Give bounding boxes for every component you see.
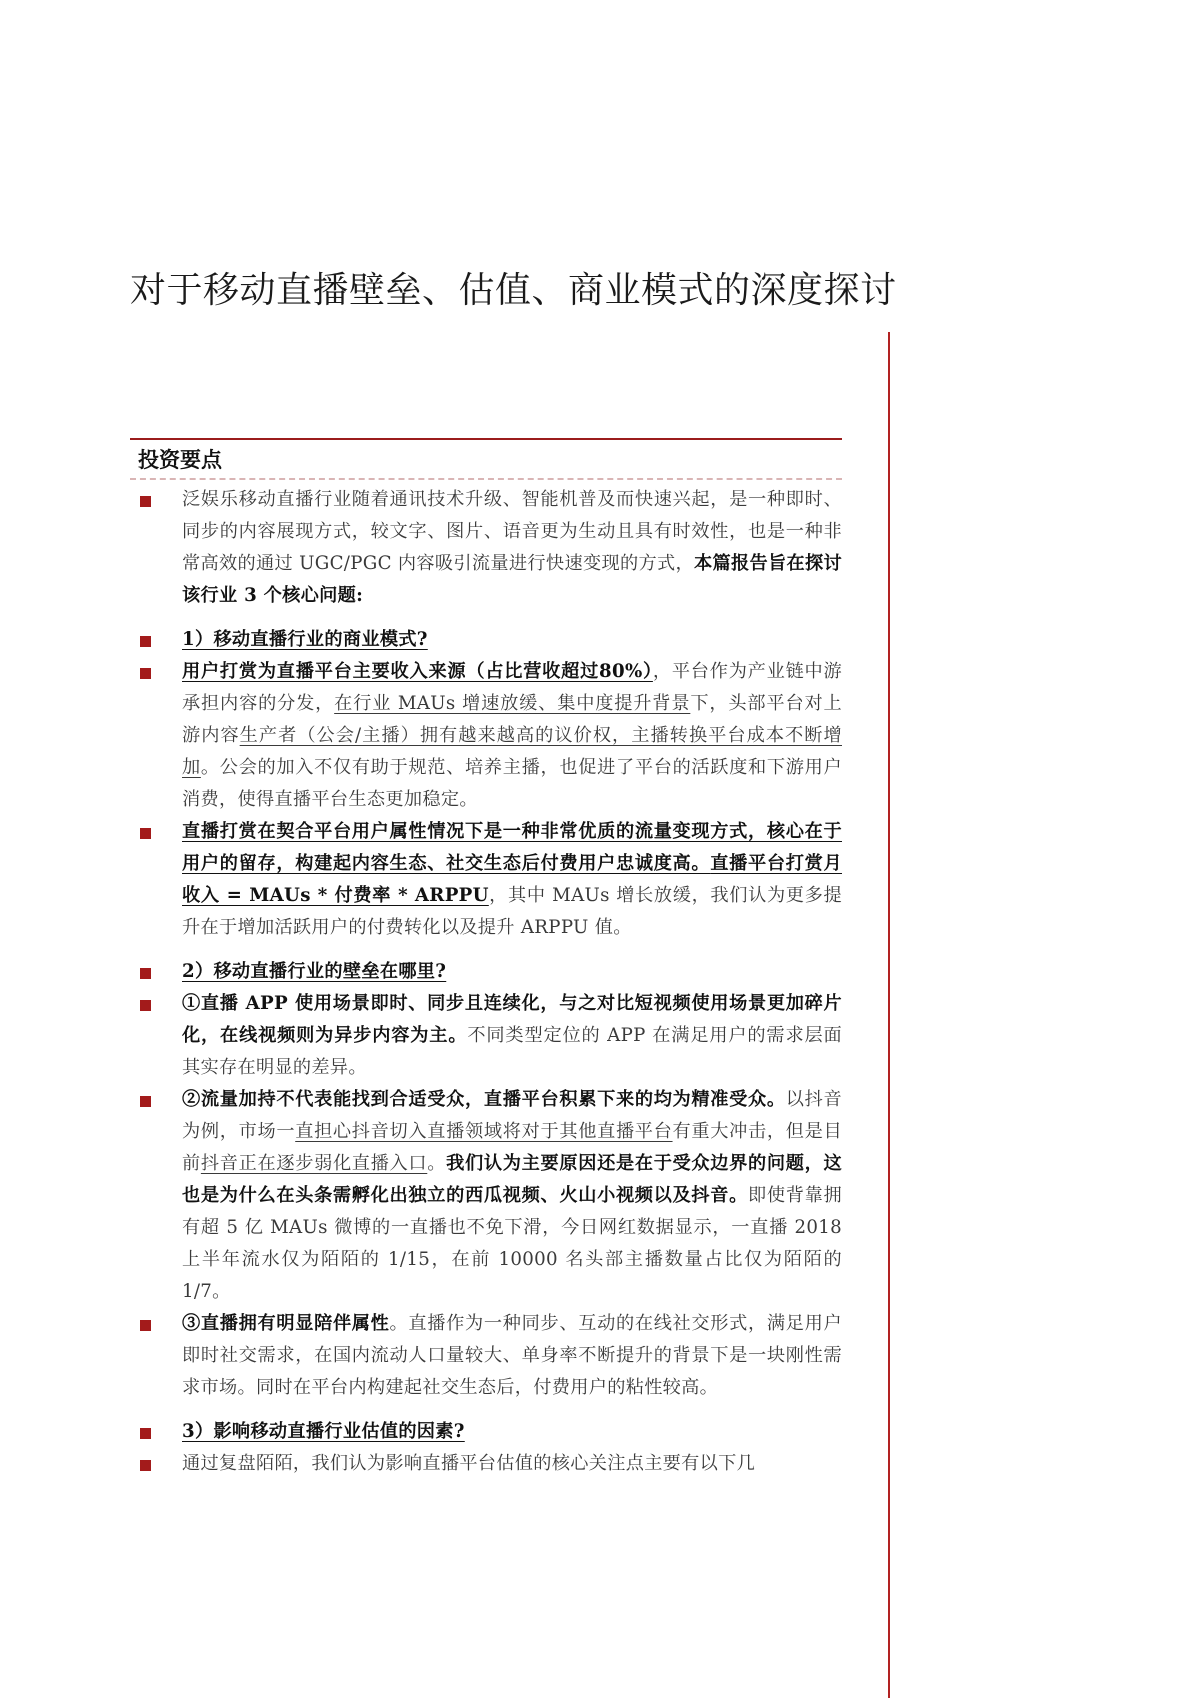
item-text: 下，头部平台对上游内容 <box>182 693 842 746</box>
item-text: 通过复盘陌陌，我们认为影响直播平台估值的核心关注点主要有以下几 <box>182 1453 756 1474</box>
square-bullet-icon <box>140 1428 151 1439</box>
list-item <box>130 656 842 816</box>
item-bold-text: 直播平台打赏月收入 = MAUs * 付费率 * ARPPU <box>182 853 842 906</box>
square-bullet-icon <box>140 828 151 839</box>
question-heading: 3）影响移动直播行业估值的因素? <box>182 1421 465 1442</box>
item-text: ，其中 MAUs 增长放缓，我们认为更多提升在于增加活跃用户的付费转化以及提升 ARPPU 值。 <box>182 885 842 938</box>
item-bold-text: ①直播 APP 使用场景即时、同步且连续化，与之对比短视频使用场景更加碎片化，在线视频则为异步内容为主。 <box>182 993 842 1046</box>
investment-highlights-section <box>130 438 842 1480</box>
square-bullet-icon <box>140 496 151 507</box>
item-text: 即使背靠拥有超 5 亿 MAUs 微博的一直播也不免下滑，今日网红数据显示，一直播 2018 上半年流水仅为陌陌的 1/15，在前 10000 名头部主播数量占比仅为陌陌的 1/7。 <box>182 1185 842 1302</box>
item-bold-text: 我们认为主要原因还是在于受众边界的问题，这也是为什么在头条需孵化出独立的西瓜视频、火山小视频以及抖音。 <box>182 1153 842 1206</box>
sidebar-divider <box>888 332 890 1698</box>
list-item <box>130 816 842 944</box>
item-text: 有重大冲击，但是目前 <box>182 1121 842 1174</box>
list-item <box>130 988 842 1084</box>
item-bold-text: 用户打赏为直播平台主要收入来源（占比营收超过80%） <box>182 661 653 682</box>
square-bullet-icon <box>140 636 151 647</box>
report-title: 对于移动直播壁垒、估值、商业模式的深度探讨 <box>130 270 897 311</box>
bullet-list <box>130 484 842 1480</box>
item-underlined-text: 生产者（公会/主播）拥有越来越高的议价权，主播转换平台成本不断增加 <box>182 725 842 778</box>
square-bullet-icon <box>140 1096 151 1107</box>
list-item <box>130 1084 842 1308</box>
item-underlined-text: 在行业 MAUs 增速放缓、集中度提升背景 <box>334 693 691 714</box>
square-bullet-icon <box>140 1000 151 1011</box>
list-item <box>130 1448 842 1480</box>
item-text: 。 <box>427 1153 447 1174</box>
list-item <box>130 1308 842 1404</box>
item-text: ，平台作为产业链中游承担内容的分发， <box>182 661 842 714</box>
section-heading: 投资要点 <box>138 447 222 472</box>
item-text: 以抖音为例，市场一 <box>182 1089 842 1142</box>
section-dashed-rule <box>130 478 842 480</box>
item-bold-text: 本篇报告旨在探讨该行业 3 个核心问题: <box>182 553 843 606</box>
list-item <box>130 484 842 612</box>
item-text: 泛娱乐移动直播行业随着通讯技术升级、智能机普及而快速兴起，是一种即时、同步的内容展现方式，较文字、图片、语音更为生动且具有时效性，也是一种非常高效的通过 UGC/PGC 内容吸引流量进行快速变现的方式， <box>182 489 842 574</box>
item-underlined-text: 直担心抖音切入直播领域将对于其他直播平台 <box>295 1121 673 1142</box>
list-item <box>130 1416 842 1448</box>
list-item <box>130 956 842 988</box>
square-bullet-icon <box>140 1460 151 1471</box>
list-item <box>130 624 842 656</box>
item-bold-text: ③直播拥有明显陪伴属性 <box>182 1313 390 1334</box>
square-bullet-icon <box>140 968 151 979</box>
item-underlined-text: 抖音正在逐步弱化直播入口 <box>200 1153 428 1174</box>
item-bold-text: 直播打赏在契合平台用户属性情况下是一种非常优质的流量变现方式，核心在于用户的留存，构建起内容生态、社交生态后付费用户忠诚度高。 <box>182 821 842 874</box>
square-bullet-icon <box>140 1320 151 1331</box>
item-text: 不同类型定位的 APP 在满足用户的需求层面其实存在明显的差异。 <box>182 1025 842 1078</box>
question-heading: 2）移动直播行业的壁垒在哪里? <box>182 961 447 982</box>
item-text: 。直播作为一种同步、互动的在线社交形式，满足用户即时社交需求，在国内流动人口量较大、单身率不断提升的背景下是一块刚性需求市场。同时在平台内构建起社交生态后，付费用户的粘性较高。 <box>182 1313 842 1398</box>
item-text: 。公会的加入不仅有助于规范、培养主播，也促进了平台的活跃度和下游用户消费，使得直播平台生态更加稳定。 <box>182 757 842 810</box>
square-bullet-icon <box>140 668 151 679</box>
question-heading: 1）移动直播行业的商业模式? <box>182 629 428 650</box>
item-bold-text: ②流量加持不代表能找到合适受众，直播平台积累下来的均为精准受众。 <box>182 1089 786 1110</box>
